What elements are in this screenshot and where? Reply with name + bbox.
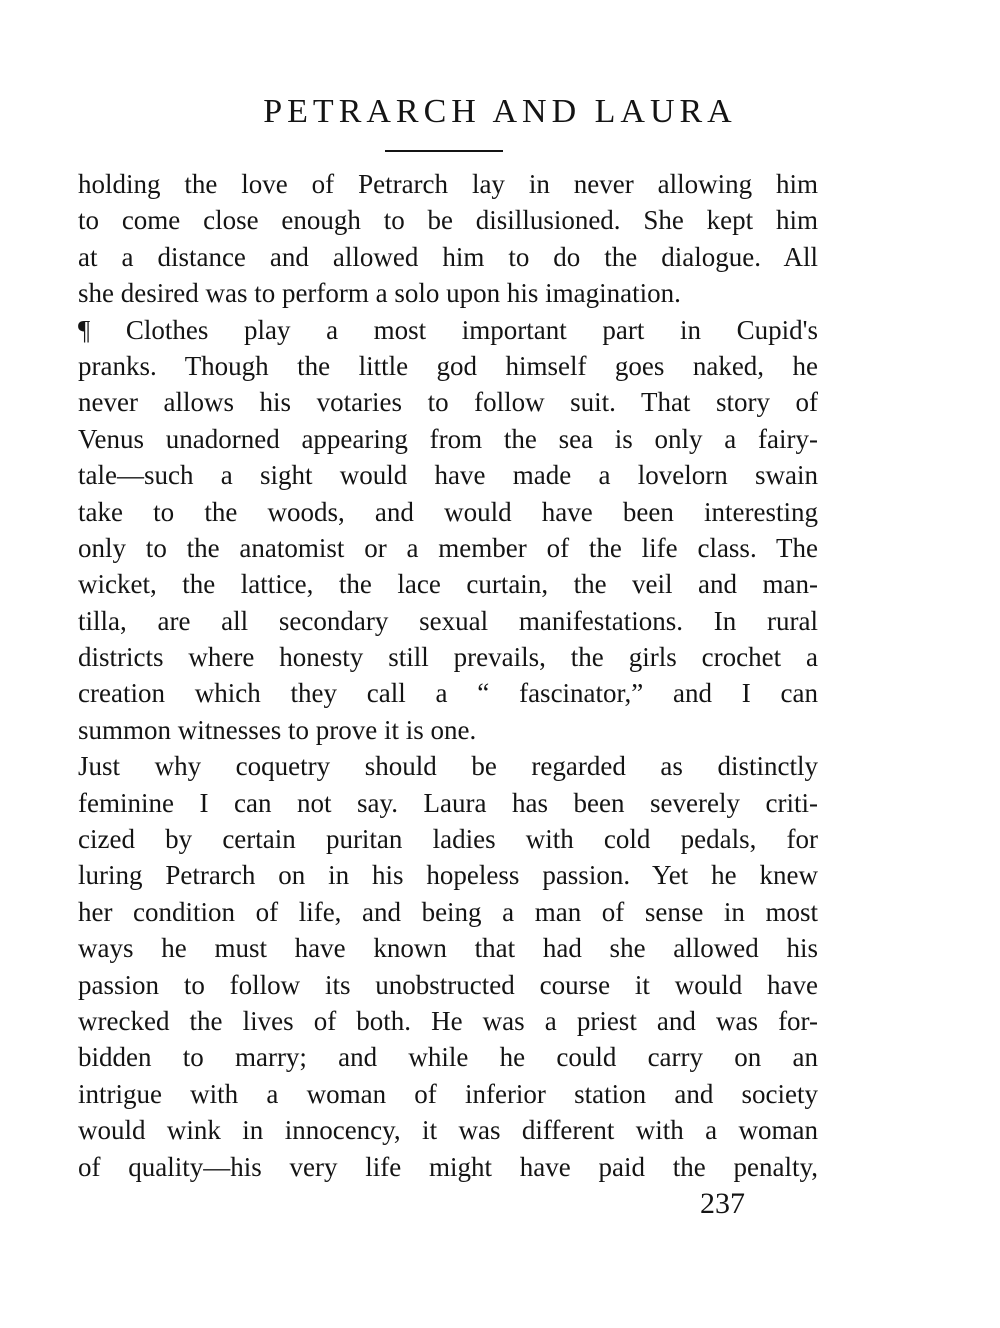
text-line: of quality—his very life might have paid the penalty, <box>78 1151 818 1182</box>
text-line: creation which they call a “ fascinator,” and I can <box>78 678 818 709</box>
text-line: wicket, the lattice, the lace curtain, the veil and man- <box>78 569 818 600</box>
text-line: pranks. Though the little god himself goes naked, he <box>78 350 818 381</box>
text-line: only to the anatomist or a member of the life class. The <box>78 532 818 563</box>
text-line: tilla, are all secondary sexual manifestations. In rural <box>78 605 818 636</box>
running-head: PETRARCH AND LAURA <box>263 93 737 130</box>
text-line: take to the woods, and would have been interesting <box>78 496 818 527</box>
body-text <box>78 166 818 1185</box>
text-line: her condition of life, and being a man of sense in most <box>78 896 818 927</box>
text-line: Just why coquetry should be regarded as distinctly <box>78 751 818 782</box>
text-line: luring Petrarch on in his hopeless passion. Yet he knew <box>78 860 818 891</box>
text-line: she desired was to perform a solo upon his imagination. <box>78 278 681 309</box>
head-rule <box>385 150 503 152</box>
text-line: at a distance and allowed him to do the dialogue. All <box>78 241 818 272</box>
text-line: intrigue with a woman of inferior station and society <box>78 1078 818 1109</box>
page-number: 237 <box>700 1187 745 1220</box>
text-line: Venus unadorned appearing from the sea is only a fairy- <box>78 423 818 454</box>
text-line: wrecked the lives of both. He was a priest and was for- <box>78 1005 818 1036</box>
text-line: ways he must have known that had she allowed his <box>78 933 818 964</box>
text-line: holding the love of Petrarch lay in never allowing him <box>78 169 818 199</box>
text-line: never allows his votaries to follow suit. That story of <box>78 387 818 418</box>
text-line: cized by certain puritan ladies with cold pedals, for <box>78 824 818 855</box>
text-line: ¶ Clothes play a most important part in Cupid's <box>78 314 818 345</box>
text-line: would wink in innocency, it was different with a woman <box>78 1115 818 1146</box>
text-line: to come close enough to be disillusioned. She kept him <box>78 205 818 236</box>
text-line: feminine I can not say. Laura has been severely criti- <box>78 787 818 818</box>
text-line: passion to follow its unobstructed course it would have <box>78 969 818 1000</box>
text-line: tale—such a sight would have made a lovelorn swain <box>78 460 818 491</box>
text-line: summon witnesses to prove it is one. <box>78 714 477 745</box>
text-line: bidden to marry; and while he could carry on an <box>78 1042 818 1073</box>
text-line: districts where honesty still prevails, the girls crochet a <box>78 642 818 673</box>
